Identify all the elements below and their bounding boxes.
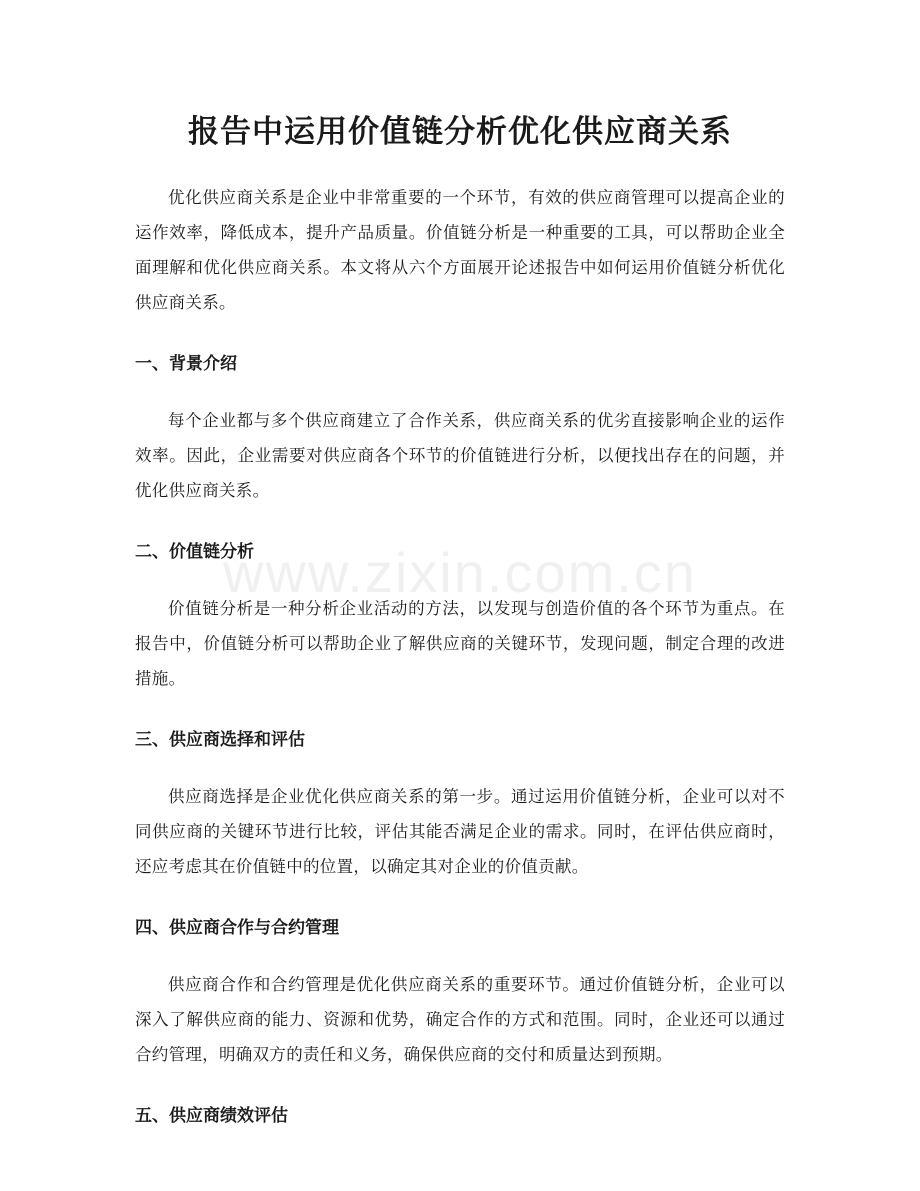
section-heading-value-chain: 二、价值链分析	[135, 542, 254, 562]
section-heading-supplier-selection: 三、供应商选择和评估	[135, 730, 305, 750]
section-body-value-chain: 价值链分析是一种分析企业活动的方法，以发现与创造价值的各个环节为重点。在报告中，价值链分析可以帮助企业了解供应商的关键环节，发现问题，制定合理的改进措施。	[135, 599, 785, 688]
section-body-cooperation-contract: 供应商合作和合约管理是优化供应商关系的重要环节。通过价值链分析，企业可以深入了解供应商的能力、资源和优势，确定合作的方式和范围。同时，企业还可以通过合约管理，明确双方的责任和义务，确保供应商的交付和质量达到预期。	[135, 975, 785, 1064]
watermark-text: www.zixin.com.cn	[223, 541, 697, 604]
section-heading-performance-evaluation: 五、供应商绩效评估	[135, 1106, 288, 1126]
page-title: 报告中运用价值链分析优化供应商关系	[188, 114, 732, 150]
section-body-background: 每个企业都与多个供应商建立了合作关系，供应商关系的优劣直接影响企业的运作效率。因此，企业需要对供应商各个环节的价值链进行分析，以便找出存在的问题，并优化供应商关系。	[135, 411, 785, 500]
section-heading-background: 一、背景介绍	[135, 354, 237, 374]
section-heading-cooperation-contract: 四、供应商合作与合约管理	[135, 918, 339, 938]
intro-paragraph: 优化供应商关系是企业中非常重要的一个环节，有效的供应商管理可以提高企业的运作效率，降低成本，提升产品质量。价值链分析是一种重要的工具，可以帮助企业全面理解和优化供应商关系。本文将从六个方面展开论述报告中如何运用价值链分析优化供应商关系。	[135, 188, 785, 312]
document-body	[135, 180, 785, 1131]
section-body-supplier-selection: 供应商选择是企业优化供应商关系的第一步。通过运用价值链分析，企业可以对不同供应商的关键环节进行比较，评估其能否满足企业的需求。同时，在评估供应商时，还应考虑其在价值链中的位置，以确定其对企业的价值贡献。	[135, 787, 785, 876]
